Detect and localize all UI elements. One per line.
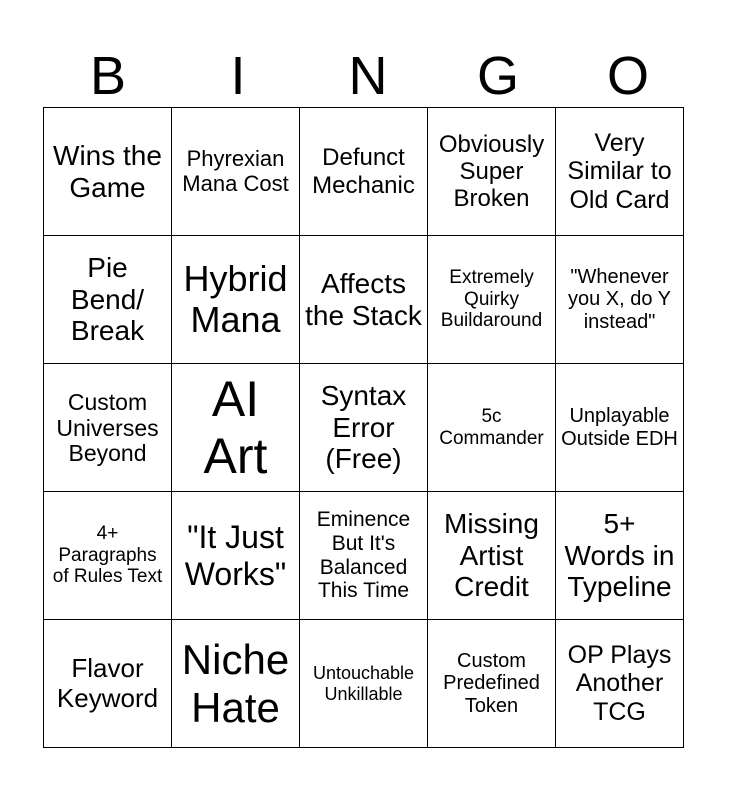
- header-letter-i: I: [230, 46, 246, 106]
- bingo-cell[interactable]: Extremely Quirky Buildaround: [428, 236, 556, 364]
- bingo-cell[interactable]: OP Plays Another TCG: [556, 620, 684, 748]
- header-letter-n: N: [348, 46, 388, 106]
- bingo-cell[interactable]: Flavor Keyword: [44, 620, 172, 748]
- bingo-cell[interactable]: Defunct Mechanic: [300, 108, 428, 236]
- header-letter-o: O: [606, 46, 649, 106]
- bingo-row: [44, 492, 684, 620]
- bingo-cell[interactable]: 5+ Words in Typeline: [556, 492, 684, 620]
- bingo-cell[interactable]: Unplayable Outside EDH: [556, 364, 684, 492]
- bingo-cell[interactable]: "It Just Works": [172, 492, 300, 620]
- bingo-cell[interactable]: Custom Predefined Token: [428, 620, 556, 748]
- bingo-board: [43, 107, 684, 748]
- bingo-cell[interactable]: Very Similar to Old Card: [556, 108, 684, 236]
- bingo-cell[interactable]: AI Art: [172, 364, 300, 492]
- bingo-cell[interactable]: Untouchable Unkillable: [300, 620, 428, 748]
- header-letter-g: G: [476, 46, 519, 106]
- bingo-header: [43, 46, 693, 106]
- bingo-row: [44, 236, 684, 364]
- bingo-cell[interactable]: Syntax Error (Free): [300, 364, 428, 492]
- bingo-cell[interactable]: Obviously Super Broken: [428, 108, 556, 236]
- bingo-cell[interactable]: "Whenever you X, do Y instead": [556, 236, 684, 364]
- header-letter-b: B: [89, 46, 127, 106]
- bingo-cell[interactable]: Missing Artist Credit: [428, 492, 556, 620]
- bingo-row: [44, 108, 684, 236]
- bingo-cell[interactable]: Eminence But It's Balanced This Time: [300, 492, 428, 620]
- bingo-cell[interactable]: Niche Hate: [172, 620, 300, 748]
- bingo-cell[interactable]: Hybrid Mana: [172, 236, 300, 364]
- bingo-cell[interactable]: 5c Commander: [428, 364, 556, 492]
- bingo-row: [44, 364, 684, 492]
- bingo-row: [44, 620, 684, 748]
- bingo-cell[interactable]: Phyrexian Mana Cost: [172, 108, 300, 236]
- bingo-cell[interactable]: 4+ Paragraphs of Rules Text: [44, 492, 172, 620]
- bingo-cell[interactable]: Custom Universes Beyond: [44, 364, 172, 492]
- bingo-cell[interactable]: Affects the Stack: [300, 236, 428, 364]
- bingo-cell[interactable]: Wins the Game: [44, 108, 172, 236]
- bingo-cell[interactable]: Pie Bend/ Break: [44, 236, 172, 364]
